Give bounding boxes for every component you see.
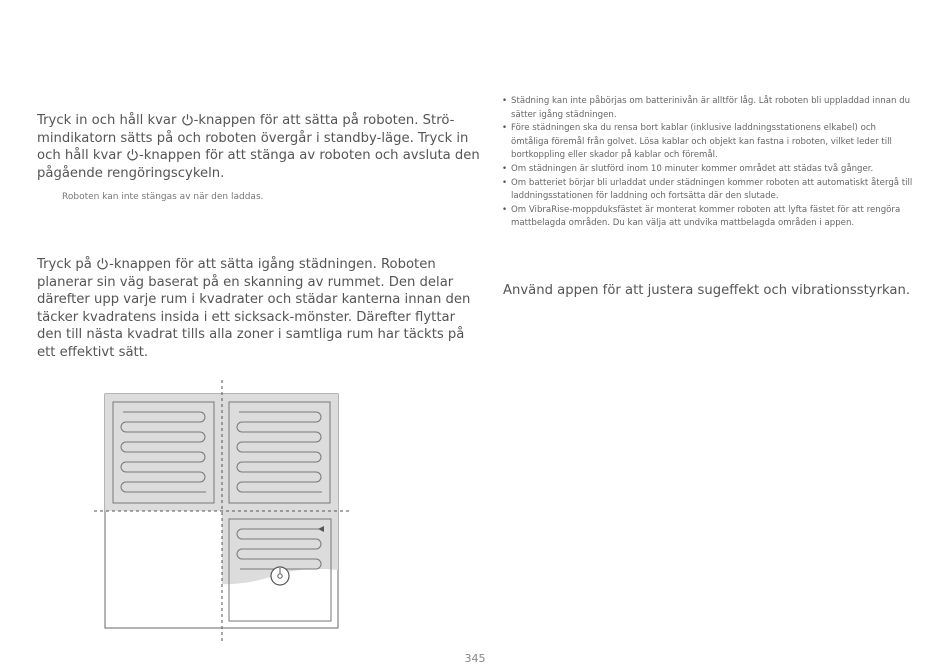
page-number: 345 bbox=[464, 652, 486, 665]
list-item: • Före städningen ska du rensa bort kablar (inklusive laddningsstationens elkabel) och ömtåliga föremål från golvet. Lösa kablar och objekt kan fastna i roboten, vilket leder till bortkoppling eller skador på kablar och föremål. bbox=[502, 122, 914, 163]
power-instructions-paragraph bbox=[37, 112, 480, 182]
text-fragment: Tryck in och håll kvar bbox=[37, 113, 181, 128]
text-fragment: Tryck på bbox=[37, 257, 97, 272]
text-fragment: -knappen för att sätta på roboten. Strö- bbox=[193, 113, 455, 128]
power-icon bbox=[96, 257, 109, 270]
charging-note: Roboten kan inte stängas av när den laddas. bbox=[62, 192, 264, 202]
list-item: • Städning kan inte påbörjas om batterinivån är alltför låg. Låt roboten bli uppladdad innan du sätter igång städningen. bbox=[502, 95, 914, 122]
text-fragment: därefter upp varje rum i kvadrater och städar kanterna innan den bbox=[37, 292, 471, 308]
app-adjustment-note: Använd appen för att justera sugeffekt och vibrationsstyrkan. bbox=[503, 283, 911, 298]
list-item: • Om VibraRise-moppduksfästet är monterat kommer roboten att lyfta fästet för att rengöra mattbelagda områden. Du kan välja att undvika mattbelagda områden i appen. bbox=[502, 204, 914, 231]
cleaning-instructions-paragraph bbox=[37, 256, 470, 362]
precautions-list bbox=[502, 95, 914, 231]
power-icon bbox=[126, 148, 139, 161]
list-item: • Om städningen är slutförd inom 10 minuter kommer området att städas två gånger. bbox=[502, 163, 914, 177]
text-fragment: och håll kvar bbox=[37, 148, 126, 164]
text-fragment: den till nästa kvadrat tills alla zoner i samtliga rum har täckts på bbox=[37, 327, 465, 343]
text-fragment: -knappen för att sätta igång städningen. Roboten bbox=[109, 257, 436, 272]
text-fragment: planerar sin väg baserat på en skanning av rummet. Den delar bbox=[37, 274, 454, 290]
text-fragment: täcker kvadratens insida i ett sicksack-mönster. Därefter flyttar bbox=[37, 309, 455, 325]
robot-icon bbox=[271, 567, 289, 585]
cleaning-path-diagram bbox=[90, 380, 355, 642]
power-icon bbox=[181, 113, 194, 126]
text-fragment: pågående rengöringscykeln. bbox=[37, 165, 225, 181]
text-fragment: -knappen för att stänga av roboten och avsluta den bbox=[138, 148, 480, 164]
text-fragment: mindikatorn sätts på och roboten övergår i standby-läge. Tryck in bbox=[37, 130, 469, 146]
list-item: • Om batteriet börjar bli urladdat under städningen kommer roboten att automatiskt återgå till laddningsstationen för laddning och fortsätta där den slutade. bbox=[502, 177, 914, 204]
text-fragment: ett effektivt sätt. bbox=[37, 344, 149, 360]
